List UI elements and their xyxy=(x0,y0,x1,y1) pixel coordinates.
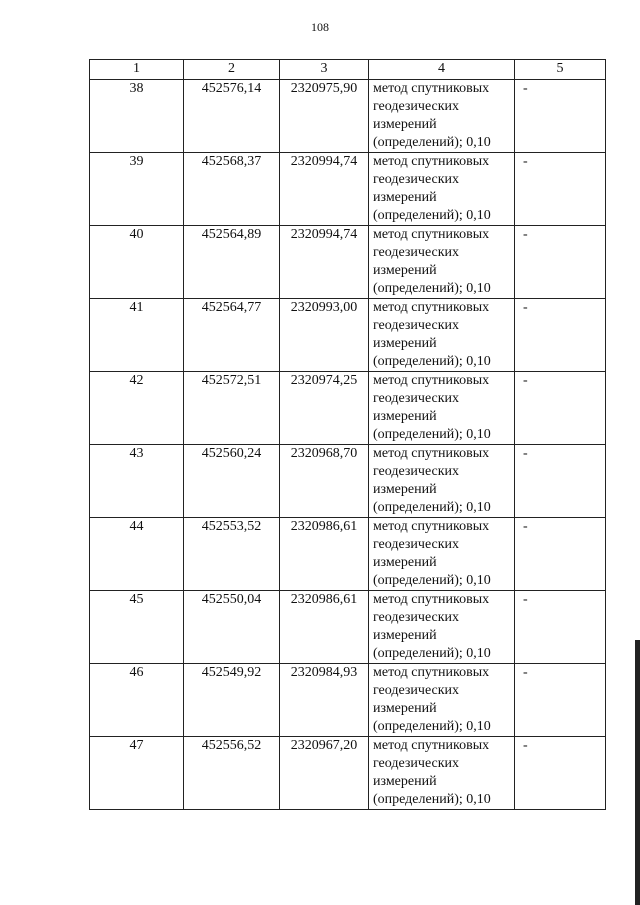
method-text: метод спутниковых геодезических измерений (определений); 0,10 xyxy=(373,81,491,150)
x-coordinate-cell xyxy=(184,518,280,591)
method-cell xyxy=(369,226,515,299)
point-number-cell xyxy=(90,299,184,372)
y-coordinate-cell xyxy=(280,226,369,299)
note-cell xyxy=(515,299,606,372)
table-row xyxy=(90,153,606,226)
x-coordinate-cell xyxy=(184,226,280,299)
point-number-cell xyxy=(90,737,184,810)
x-coordinate-cell xyxy=(184,591,280,664)
note-cell xyxy=(515,153,606,226)
y-coordinate-text: 2320986,61 xyxy=(290,592,358,607)
note-text: - xyxy=(523,227,528,242)
y-coordinate-cell xyxy=(280,153,369,226)
note-text: - xyxy=(523,446,528,461)
point-number-cell xyxy=(90,153,184,226)
y-coordinate-cell xyxy=(280,80,369,153)
point-number-text: 39 xyxy=(129,154,144,169)
point-number-text: 45 xyxy=(129,592,144,607)
note-cell xyxy=(515,664,606,737)
point-number-text: 40 xyxy=(129,227,144,242)
x-coordinate-text: 452553,52 xyxy=(201,519,262,534)
table-row xyxy=(90,299,606,372)
x-coordinate-cell xyxy=(184,153,280,226)
method-cell xyxy=(369,80,515,153)
method-cell xyxy=(369,664,515,737)
x-coordinate-text: 452572,51 xyxy=(201,373,262,388)
method-text: метод спутниковых геодезических измерений (определений); 0,10 xyxy=(373,738,491,807)
table-row xyxy=(90,372,606,445)
y-coordinate-text: 2320975,90 xyxy=(290,81,358,96)
point-number-cell xyxy=(90,518,184,591)
point-number-cell xyxy=(90,591,184,664)
y-coordinate-text: 2320986,61 xyxy=(290,519,358,534)
note-cell xyxy=(515,80,606,153)
method-text: метод спутниковых геодезических измерений (определений); 0,10 xyxy=(373,373,491,442)
method-text: метод спутниковых геодезических измерений (определений); 0,10 xyxy=(373,592,491,661)
method-text: метод спутниковых геодезических измерений (определений); 0,10 xyxy=(373,519,491,588)
x-coordinate-text: 452564,89 xyxy=(201,227,262,242)
table-header-row xyxy=(90,60,606,80)
table-row xyxy=(90,737,606,810)
table-row xyxy=(90,226,606,299)
y-coordinate-cell xyxy=(280,737,369,810)
method-text: метод спутниковых геодезических измерений (определений); 0,10 xyxy=(373,446,491,515)
method-cell xyxy=(369,737,515,810)
point-number-cell xyxy=(90,664,184,737)
note-text: - xyxy=(523,519,528,534)
column-header-5: 5 xyxy=(515,60,606,80)
table-row xyxy=(90,445,606,518)
y-coordinate-cell xyxy=(280,518,369,591)
method-text: метод спутниковых геодезических измерений (определений); 0,10 xyxy=(373,227,491,296)
method-cell xyxy=(369,445,515,518)
table-row xyxy=(90,664,606,737)
point-number-cell xyxy=(90,80,184,153)
y-coordinate-text: 2320994,74 xyxy=(290,227,358,242)
y-coordinate-cell xyxy=(280,299,369,372)
method-cell xyxy=(369,372,515,445)
note-text: - xyxy=(523,373,528,388)
y-coordinate-text: 2320974,25 xyxy=(290,373,358,388)
method-text: метод спутниковых геодезических измерений (определений); 0,10 xyxy=(373,300,491,369)
y-coordinate-text: 2320984,93 xyxy=(290,665,358,680)
x-coordinate-text: 452564,77 xyxy=(201,300,262,315)
y-coordinate-cell xyxy=(280,445,369,518)
x-coordinate-cell xyxy=(184,445,280,518)
note-text: - xyxy=(523,665,528,680)
x-coordinate-text: 452560,24 xyxy=(201,446,262,461)
method-cell xyxy=(369,591,515,664)
point-number-text: 38 xyxy=(129,81,144,96)
note-text: - xyxy=(523,592,528,607)
coordinates-table xyxy=(89,59,606,810)
point-number-cell xyxy=(90,226,184,299)
method-cell xyxy=(369,299,515,372)
x-coordinate-cell xyxy=(184,664,280,737)
scan-edge-shadow xyxy=(635,640,640,905)
column-header-4: 4 xyxy=(369,60,515,80)
x-coordinate-text: 452556,52 xyxy=(201,738,262,753)
point-number-text: 44 xyxy=(129,519,144,534)
y-coordinate-cell xyxy=(280,591,369,664)
x-coordinate-text: 452550,04 xyxy=(201,592,262,607)
point-number-text: 47 xyxy=(129,738,144,753)
point-number-text: 43 xyxy=(129,446,144,461)
note-text: - xyxy=(523,738,528,753)
page-number: 108 xyxy=(311,20,329,34)
x-coordinate-text: 452549,92 xyxy=(201,665,262,680)
x-coordinate-cell xyxy=(184,372,280,445)
note-cell xyxy=(515,737,606,810)
point-number-text: 41 xyxy=(129,300,144,315)
column-header-1: 1 xyxy=(90,60,184,80)
y-coordinate-cell xyxy=(280,372,369,445)
column-header-2: 2 xyxy=(184,60,280,80)
y-coordinate-text: 2320994,74 xyxy=(290,154,358,169)
x-coordinate-cell xyxy=(184,737,280,810)
table-body xyxy=(90,80,606,810)
x-coordinate-cell xyxy=(184,80,280,153)
x-coordinate-text: 452568,37 xyxy=(201,154,262,169)
method-text: метод спутниковых геодезических измерений (определений); 0,10 xyxy=(373,665,491,734)
note-cell xyxy=(515,372,606,445)
method-cell xyxy=(369,518,515,591)
point-number-cell xyxy=(90,372,184,445)
note-cell xyxy=(515,591,606,664)
y-coordinate-text: 2320967,20 xyxy=(290,738,358,753)
y-coordinate-cell xyxy=(280,664,369,737)
x-coordinate-text: 452576,14 xyxy=(201,81,262,96)
y-coordinate-text: 2320993,00 xyxy=(290,300,358,315)
table-row xyxy=(90,591,606,664)
column-header-3: 3 xyxy=(280,60,369,80)
note-cell xyxy=(515,518,606,591)
note-text: - xyxy=(523,81,528,96)
point-number-cell xyxy=(90,445,184,518)
y-coordinate-text: 2320968,70 xyxy=(290,446,358,461)
note-text: - xyxy=(523,300,528,315)
method-text: метод спутниковых геодезических измерений (определений); 0,10 xyxy=(373,154,491,223)
x-coordinate-cell xyxy=(184,299,280,372)
note-cell xyxy=(515,226,606,299)
table-row xyxy=(90,518,606,591)
note-cell xyxy=(515,445,606,518)
method-cell xyxy=(369,153,515,226)
point-number-text: 42 xyxy=(129,373,144,388)
note-text: - xyxy=(523,154,528,169)
point-number-text: 46 xyxy=(129,665,144,680)
table-row xyxy=(90,80,606,153)
